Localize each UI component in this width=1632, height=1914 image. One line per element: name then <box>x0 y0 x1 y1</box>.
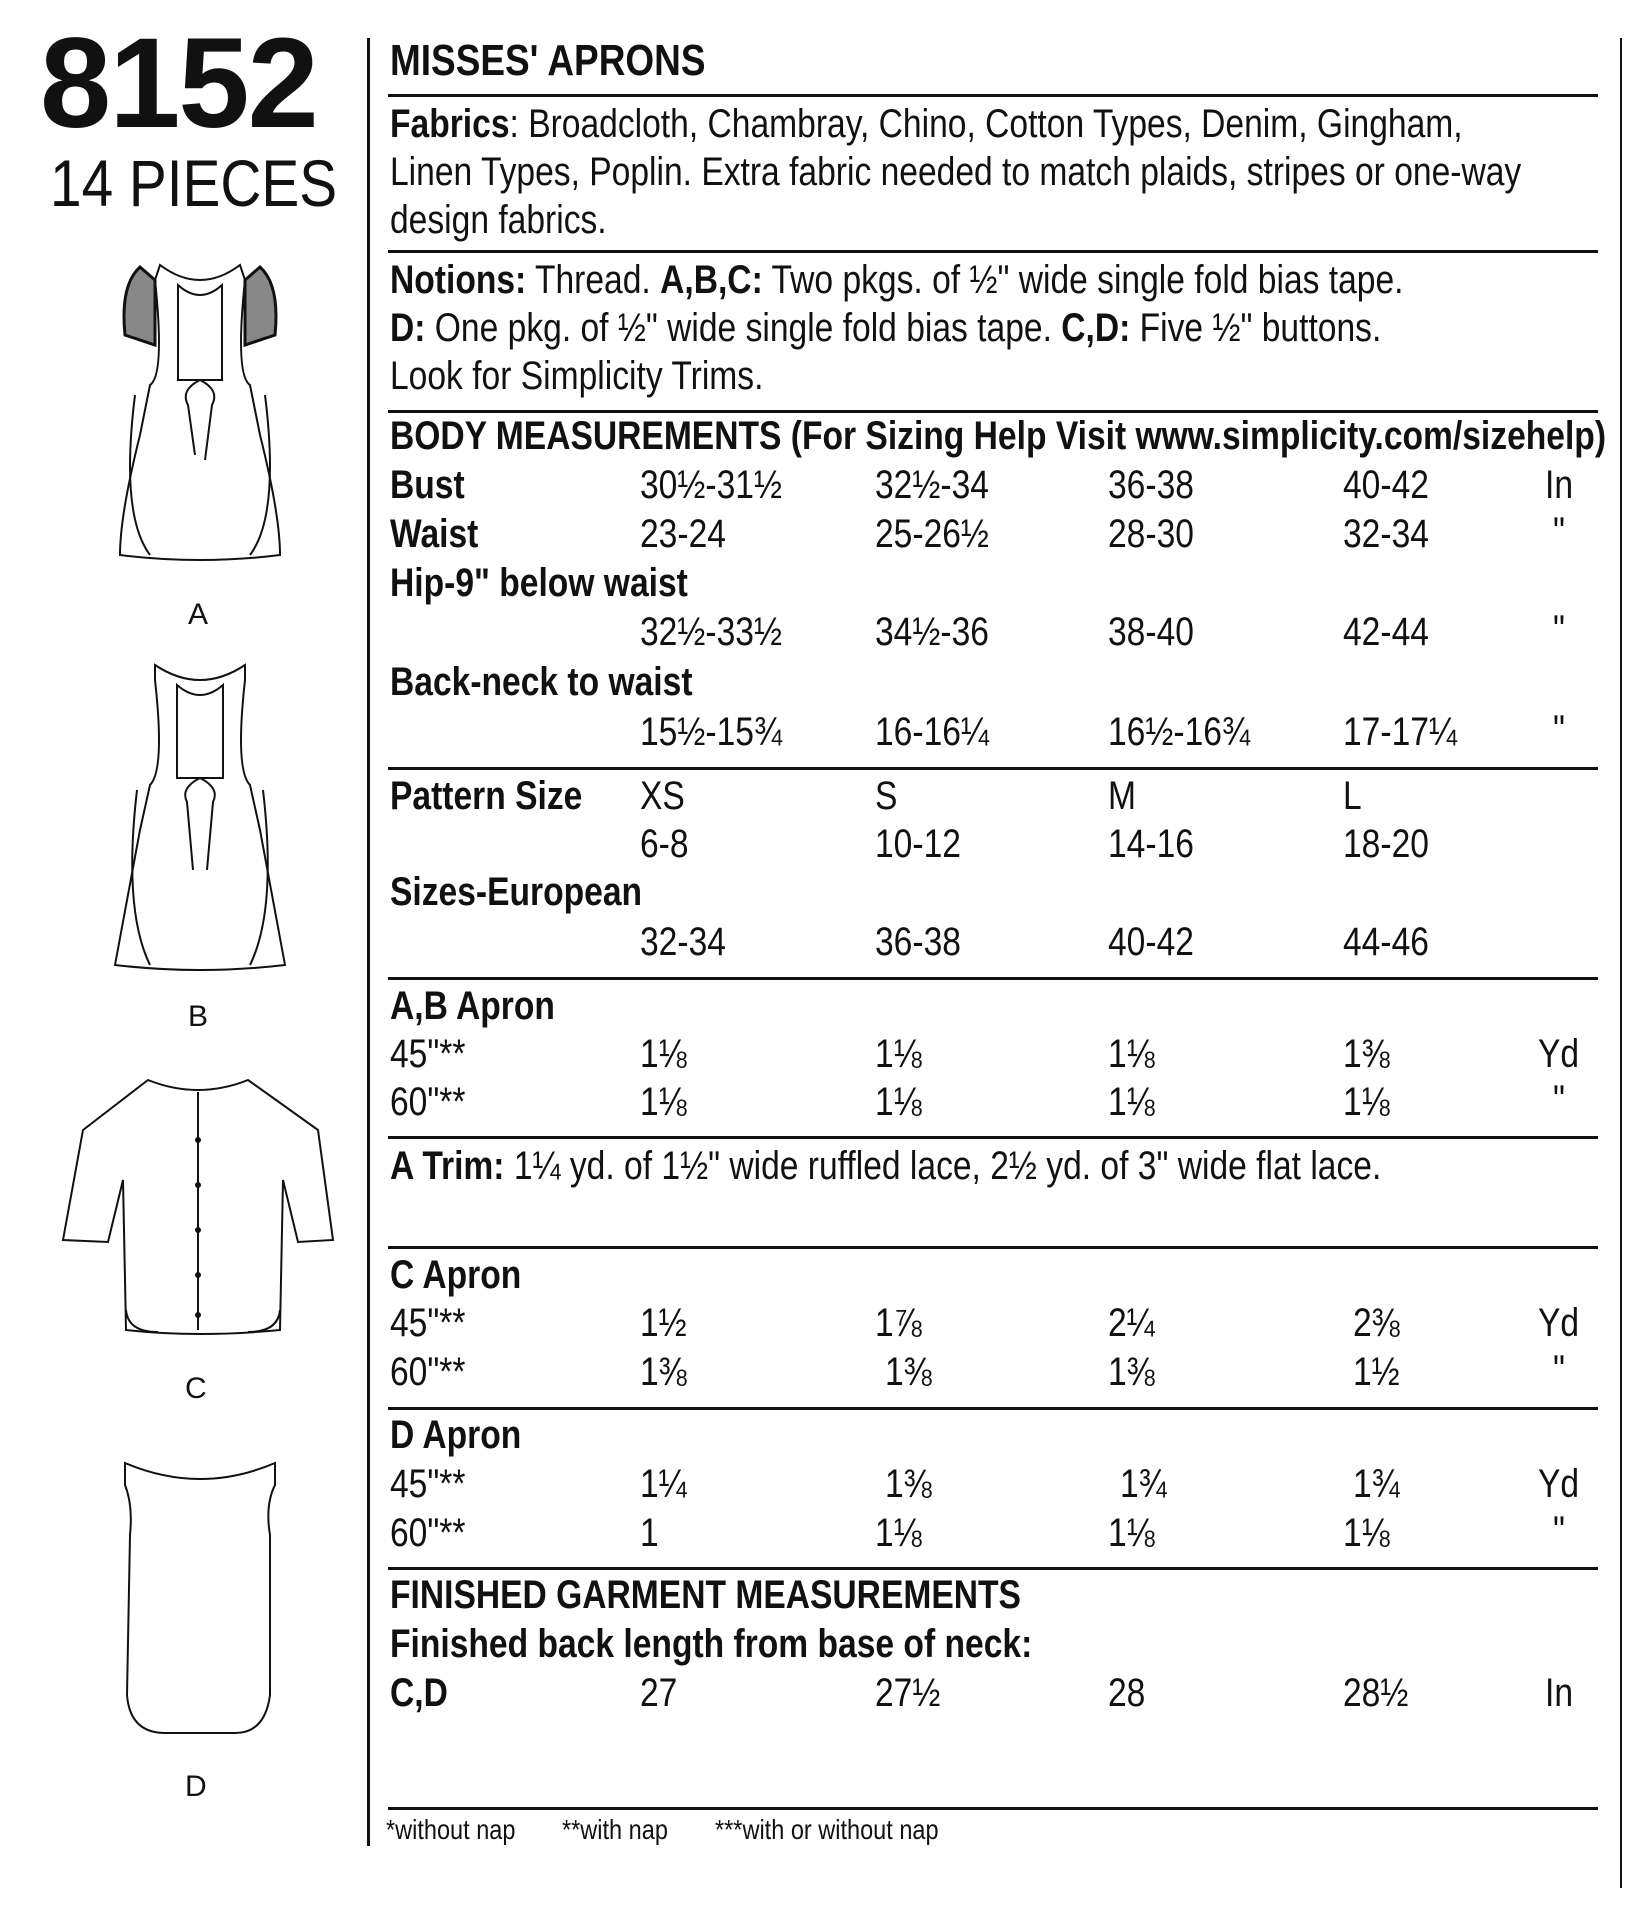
d-45-xs: 1¼ <box>640 1462 687 1506</box>
view-d-sketch <box>115 1455 285 1740</box>
bust-l: 40-42 <box>1343 463 1429 507</box>
bust-xs: 30½-31½ <box>640 463 782 507</box>
divider <box>388 977 1598 980</box>
ab-45-l: 1⅜ <box>1343 1032 1390 1076</box>
c-45-s: 1⅞ <box>875 1301 922 1345</box>
divider <box>388 1136 1598 1139</box>
finished-unit: In <box>1545 1671 1574 1715</box>
pattern-size-label: Pattern Size <box>390 774 583 818</box>
notions-line-1 <box>390 256 1404 304</box>
waist-s: 25-26½ <box>875 512 989 556</box>
c-45-unit: Yd <box>1538 1301 1580 1345</box>
ab-60-xs: 1⅛ <box>640 1080 687 1124</box>
bust-unit: In <box>1545 463 1574 507</box>
a-trim-line <box>390 1142 1381 1190</box>
eu-size-s: 36-38 <box>875 920 961 964</box>
notions-views-cd: C,D: <box>1061 306 1131 350</box>
ab-60-m: 1⅛ <box>1108 1080 1155 1124</box>
divider <box>388 767 1598 770</box>
size-m: M <box>1108 774 1136 818</box>
size-l: L <box>1343 774 1362 818</box>
finished-l: 28½ <box>1343 1671 1409 1715</box>
hip-m: 38-40 <box>1108 610 1194 654</box>
hip-unit: " <box>1553 608 1565 652</box>
waist-l: 32-34 <box>1343 512 1429 556</box>
c-45-label: 45"** <box>390 1301 466 1345</box>
hip-label: Hip-9" below waist <box>390 561 688 605</box>
ab-60-s: 1⅛ <box>875 1080 922 1124</box>
size-num-s: 10-12 <box>875 822 961 866</box>
notions-text: One pkg. of ½" wide single fold bias tape. <box>425 306 1062 350</box>
ab-60-unit: " <box>1553 1078 1565 1122</box>
size-num-xs: 6-8 <box>640 822 689 866</box>
eu-size-xs: 32-34 <box>640 920 726 964</box>
fabrics-text-1: : Broadcloth, Chambray, Chino, Cotton Types, Denim, Gingham, <box>509 102 1463 146</box>
notions-views-abc: A,B,C: <box>660 258 763 302</box>
body-measurements-heading: BODY MEASUREMENTS (For Sizing Help Visit www.simplicity.com/sizehelp) <box>390 414 1607 458</box>
c-45-l: 2⅜ <box>1353 1301 1400 1345</box>
back-neck-xs: 15½-15¾ <box>640 710 782 754</box>
footnote-with-nap: **with nap <box>562 1814 668 1845</box>
view-label-b: B <box>188 1000 209 1033</box>
back-neck-s: 16-16¼ <box>875 710 989 754</box>
pieces-count: 14 PIECES <box>50 146 338 220</box>
ab-45-unit: Yd <box>1538 1032 1580 1076</box>
back-neck-label: Back-neck to waist <box>390 660 693 704</box>
view-c-sketch <box>58 1070 338 1350</box>
divider <box>388 1567 1598 1570</box>
size-num-l: 18-20 <box>1343 822 1429 866</box>
finished-s: 27½ <box>875 1671 941 1715</box>
ab-60-label: 60"** <box>390 1080 466 1124</box>
divider <box>388 1407 1598 1410</box>
eu-size-l: 44-46 <box>1343 920 1429 964</box>
divider <box>388 250 1598 253</box>
d-45-label: 45"** <box>390 1462 466 1506</box>
d-60-s: 1⅛ <box>875 1511 922 1555</box>
ab-apron-heading: A,B Apron <box>390 984 555 1028</box>
d-60-m: 1⅛ <box>1108 1511 1155 1555</box>
c-60-unit: " <box>1553 1348 1565 1392</box>
d-45-l: 1¾ <box>1353 1462 1400 1506</box>
view-label-a: A <box>188 598 209 631</box>
divider <box>388 1807 1598 1810</box>
c-60-l: 1½ <box>1353 1350 1400 1394</box>
back-neck-m: 16½-16¾ <box>1108 710 1250 754</box>
finished-xs: 27 <box>640 1671 678 1715</box>
d-60-xs: 1 <box>640 1511 659 1555</box>
fabrics-line-1 <box>390 100 1463 148</box>
notions-label: Notions: <box>390 258 527 302</box>
ab-45-m: 1⅛ <box>1108 1032 1155 1076</box>
c-60-label: 60"** <box>390 1350 466 1394</box>
fabrics-line-3: design fabrics. <box>390 198 607 242</box>
d-45-m: 1¾ <box>1120 1462 1167 1506</box>
hip-l: 42-44 <box>1343 610 1429 654</box>
c-apron-heading: C Apron <box>390 1253 522 1297</box>
view-a-sketch <box>100 255 300 575</box>
bust-s: 32½-34 <box>875 463 989 507</box>
c-60-s: 1⅜ <box>885 1350 932 1394</box>
notions-text: Thread. <box>526 258 661 302</box>
ab-45-s: 1⅛ <box>875 1032 922 1076</box>
d-45-unit: Yd <box>1538 1462 1580 1506</box>
eu-size-m: 40-42 <box>1108 920 1194 964</box>
ab-60-l: 1⅛ <box>1343 1080 1390 1124</box>
d-60-l: 1⅛ <box>1343 1511 1390 1555</box>
sizes-european-label: Sizes-European <box>390 870 643 914</box>
bust-m: 36-38 <box>1108 463 1194 507</box>
d-apron-heading: D Apron <box>390 1413 522 1457</box>
d-60-unit: " <box>1553 1509 1565 1553</box>
right-border <box>1620 38 1622 1888</box>
a-trim-label: A Trim: <box>390 1144 505 1188</box>
finished-subheading: Finished back length from base of neck: <box>390 1622 1033 1666</box>
bust-label: Bust <box>390 463 465 507</box>
ab-45-label: 45"** <box>390 1032 466 1076</box>
view-label-d: D <box>185 1770 207 1803</box>
c-60-m: 1⅜ <box>1108 1350 1155 1394</box>
hip-xs: 32½-33½ <box>640 610 782 654</box>
page-title: MISSES' APRONS <box>390 36 706 85</box>
notions-text: Two pkgs. of ½" wide single fold bias tape. <box>762 258 1404 302</box>
c-60-xs: 1⅜ <box>640 1350 687 1394</box>
view-label-c: C <box>185 1372 207 1405</box>
d-60-label: 60"** <box>390 1511 466 1555</box>
c-45-xs: 1½ <box>640 1301 687 1345</box>
view-b-sketch <box>105 660 295 980</box>
waist-m: 28-30 <box>1108 512 1194 556</box>
fabrics-label: Fabrics <box>390 102 510 146</box>
waist-xs: 23-24 <box>640 512 726 556</box>
size-s: S <box>875 774 898 818</box>
notions-view-d: D: <box>390 306 426 350</box>
back-neck-unit: " <box>1553 708 1565 752</box>
pattern-number: 8152 <box>40 12 317 155</box>
a-trim-text: 1¼ yd. of 1½" wide ruffled lace, 2½ yd. of 3" wide flat lace. <box>504 1144 1382 1188</box>
notions-text: Five ½" buttons. <box>1130 306 1382 350</box>
divider <box>388 1246 1598 1249</box>
size-xs: XS <box>640 774 685 818</box>
waist-label: Waist <box>390 512 479 556</box>
divider <box>388 410 1598 413</box>
notions-line-2 <box>390 304 1381 352</box>
finished-label: C,D <box>390 1671 448 1715</box>
size-num-m: 14-16 <box>1108 822 1194 866</box>
notions-line-3: Look for Simplicity Trims. <box>390 354 764 398</box>
finished-m: 28 <box>1108 1671 1146 1715</box>
ab-45-xs: 1⅛ <box>640 1032 687 1076</box>
footnote-with-or-without-nap: ***with or without nap <box>715 1814 939 1845</box>
finished-heading: FINISHED GARMENT MEASUREMENTS <box>390 1573 1021 1617</box>
c-45-m: 2¼ <box>1108 1301 1155 1345</box>
hip-s: 34½-36 <box>875 610 989 654</box>
d-45-s: 1⅜ <box>885 1462 932 1506</box>
column-divider <box>367 38 370 1846</box>
fabrics-line-2: Linen Types, Poplin. Extra fabric needed to match plaids, stripes or one-way <box>390 150 1522 194</box>
footnote-without-nap: *without nap <box>386 1814 516 1845</box>
back-neck-l: 17-17¼ <box>1343 710 1457 754</box>
waist-unit: " <box>1553 510 1565 554</box>
divider <box>388 94 1598 97</box>
